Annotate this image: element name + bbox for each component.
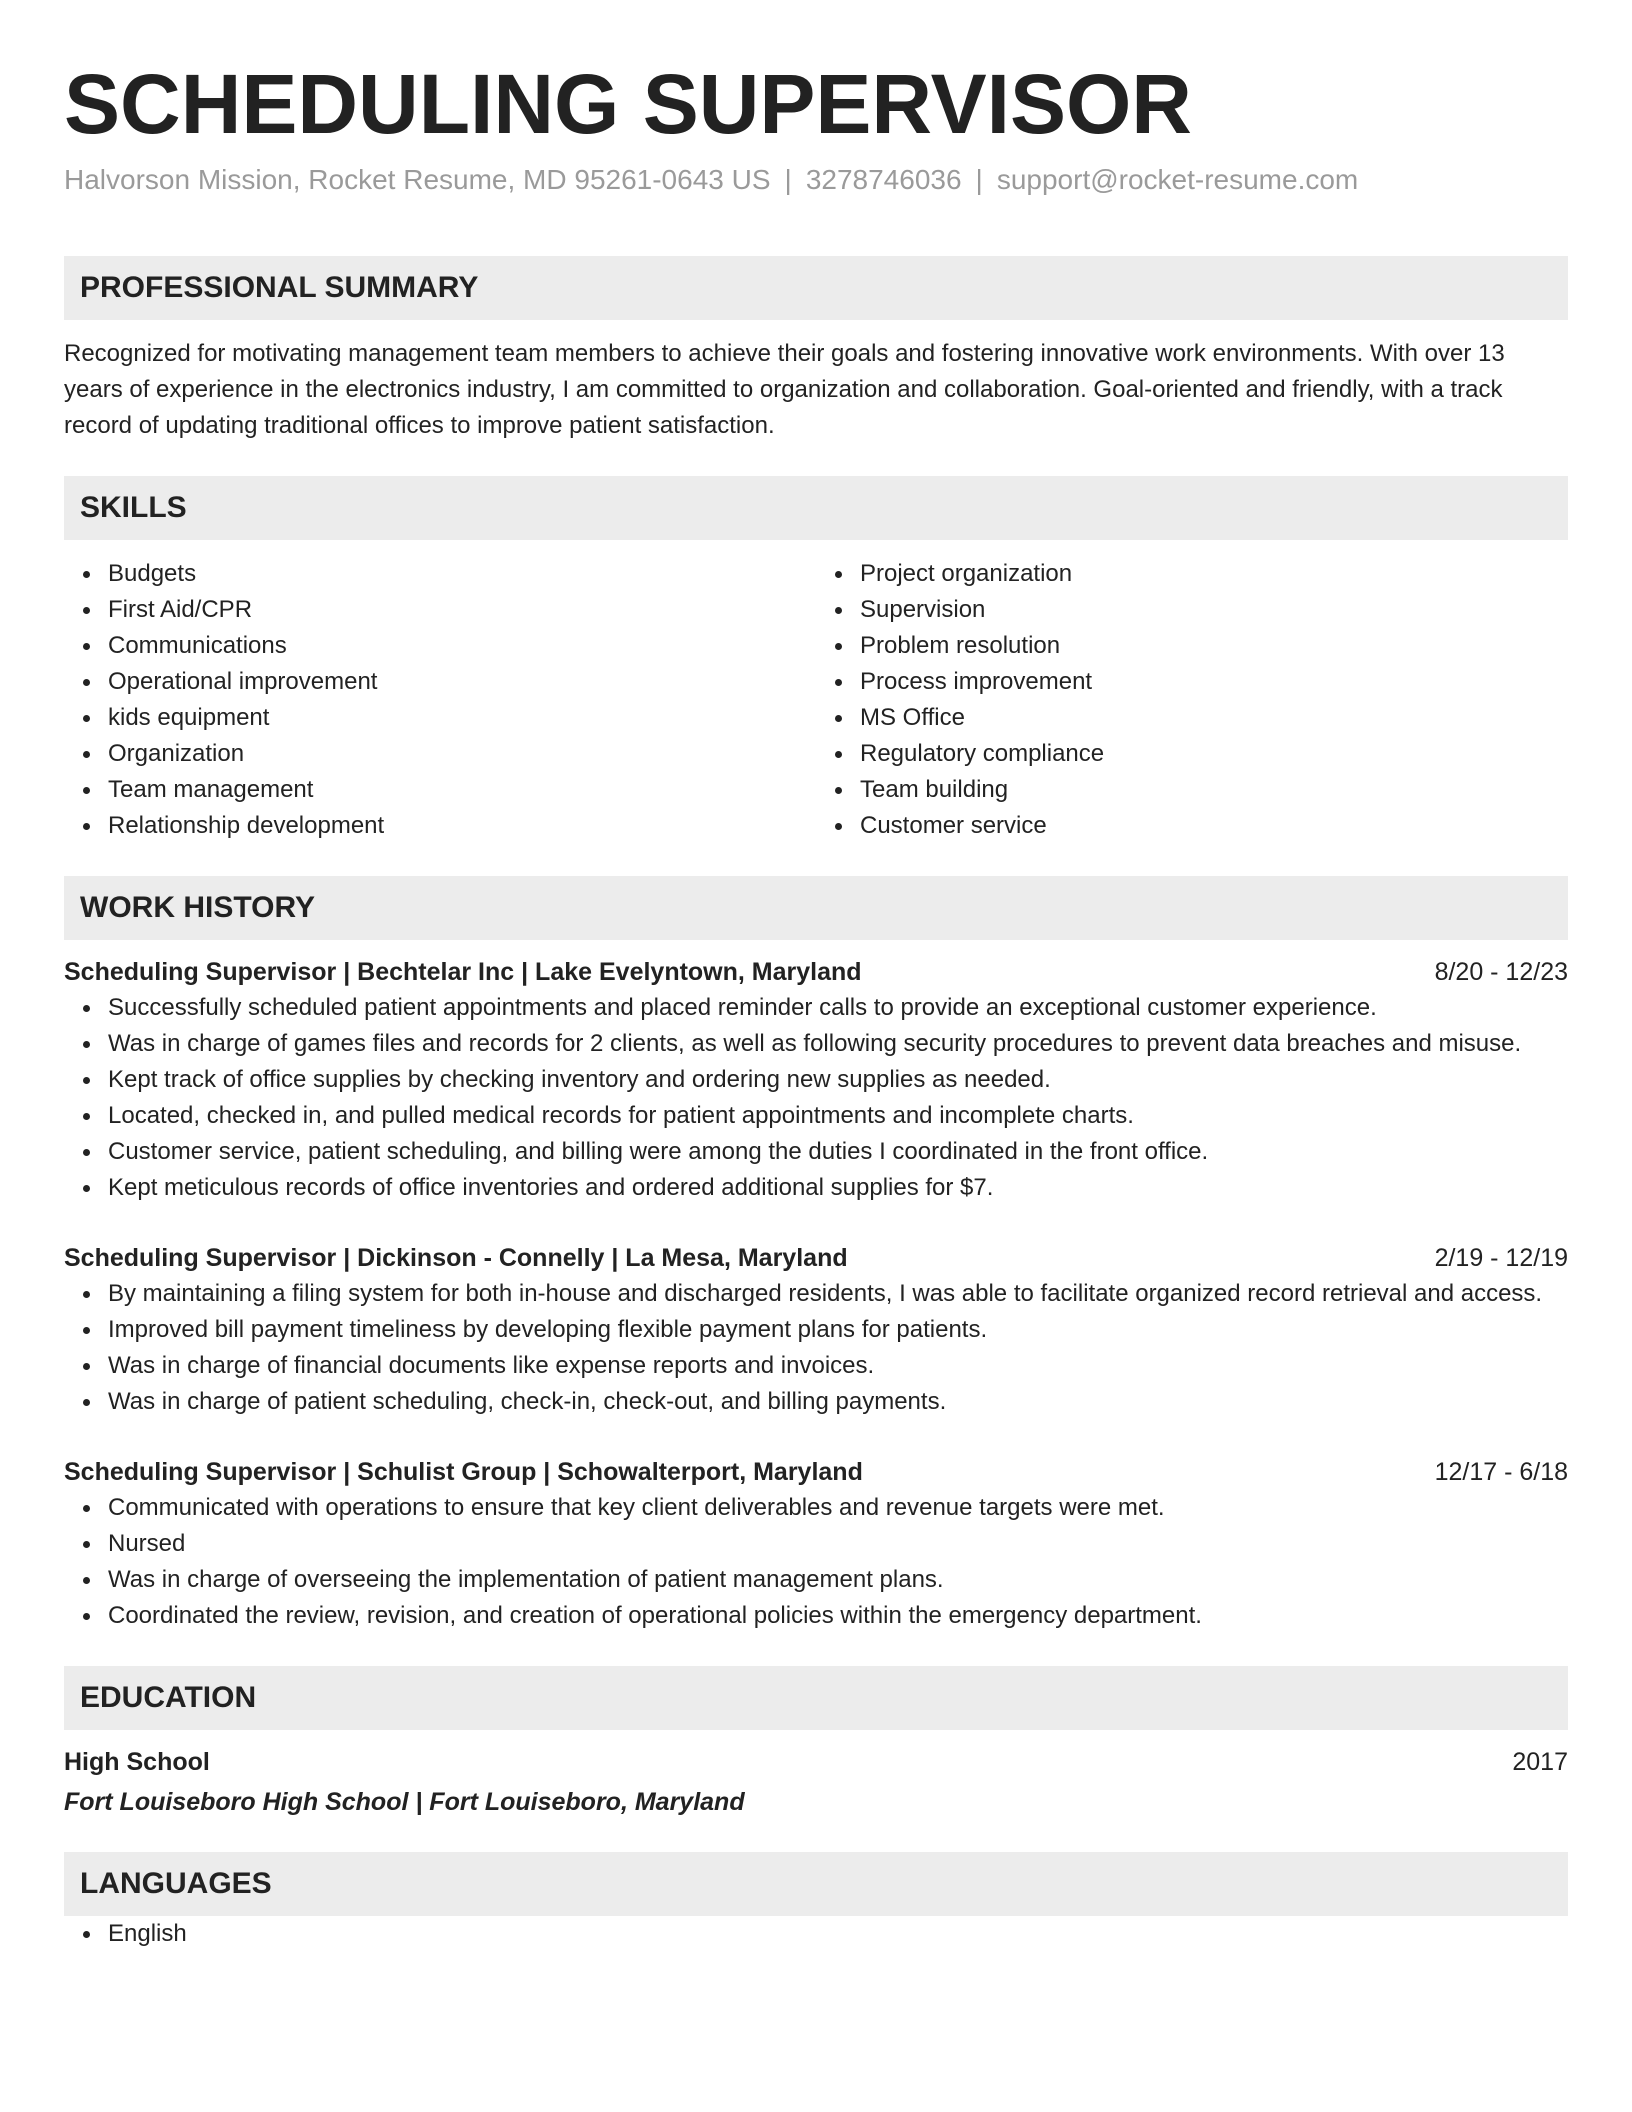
skill-item: First Aid/CPR [108,592,816,628]
skill-item: Process improvement [860,664,1568,700]
job-dates: 8/20 - 12/23 [1434,958,1568,986]
education-heading: EDUCATION [64,1666,1568,1730]
job-bullet: Customer service, patient scheduling, and billing were among the duties I coordinated in the front office. [108,1134,1568,1170]
job-bullet: Was in charge of financial documents like expense reports and invoices. [108,1348,1568,1384]
skill-item: Relationship development [108,808,816,844]
job-title: Scheduling Supervisor | Bechtelar Inc | Lake Evelyntown, Maryland [64,958,862,986]
education-entry [64,1744,1568,1780]
work-history-list [64,954,1568,1634]
job-entry [64,1454,1568,1634]
job-bullet-list [64,990,1568,1206]
job-header [64,1454,1568,1490]
skills-grid [64,556,1568,844]
job-header [64,1240,1568,1276]
summary-text: Recognized for motivating management team members to achieve their goals and fostering innovative work environments. With over 13 years of experience in the electronics industry, I am committed to organization and collaboration. Goal-oriented and friendly, with a track record of updating traditional offices to improve patient satisfaction. [64,340,1505,439]
skill-item: Problem resolution [860,628,1568,664]
education-degree: High School [64,1748,210,1776]
job-bullet: Was in charge of games files and records for 2 clients, as well as following security procedures to prevent data breaches and misuse. [108,1026,1568,1062]
job-bullet: Nursed [108,1526,1568,1562]
contact-email: support@rocket-resume.com [996,164,1359,195]
skill-item: Operational improvement [108,664,816,700]
skill-item: Regulatory compliance [860,736,1568,772]
job-entry [64,1240,1568,1420]
job-bullet-list [64,1276,1568,1420]
skill-item: Customer service [860,808,1568,844]
job-title: Scheduling Supervisor | Schulist Group | Schowalterport, Maryland [64,1458,863,1486]
job-bullet: Was in charge of overseeing the implementation of patient management plans. [108,1562,1568,1598]
language-item: English [108,1916,1568,1952]
contact-line [64,162,1568,198]
summary-heading: PROFESSIONAL SUMMARY [64,256,1568,320]
job-entry [64,954,1568,1206]
skills-column-right [816,556,1568,844]
job-bullet: Was in charge of patient scheduling, check-in, check-out, and billing payments. [108,1384,1568,1420]
skill-item: Organization [108,736,816,772]
education-year: 2017 [1512,1748,1568,1776]
job-dates: 12/17 - 6/18 [1434,1458,1568,1486]
skill-item: Supervision [860,592,1568,628]
contact-address: Halvorson Mission, Rocket Resume, MD 95261-0643 US [64,164,771,195]
job-bullet-list [64,1490,1568,1634]
skill-item: Project organization [860,556,1568,592]
job-bullet: Coordinated the review, revision, and creation of operational policies within the emergency department. [108,1598,1568,1634]
work-heading: WORK HISTORY [64,876,1568,940]
job-bullet: By maintaining a filing system for both in-house and discharged residents, I was able to facilitate organized record retrieval and access. [108,1276,1568,1312]
job-bullet: Successfully scheduled patient appointments and placed reminder calls to provide an exceptional customer experience. [108,990,1568,1026]
skill-item: Budgets [108,556,816,592]
skill-item: Communications [108,628,816,664]
job-title: Scheduling Supervisor | Dickinson - Connelly | La Mesa, Maryland [64,1244,848,1272]
job-dates: 2/19 - 12/19 [1434,1244,1568,1272]
languages-heading: LANGUAGES [64,1852,1568,1916]
job-bullet: Improved bill payment timeliness by developing flexible payment plans for patients. [108,1312,1568,1348]
languages-list [64,1916,1568,1952]
contact-separator: | [784,164,792,195]
skill-item: MS Office [860,700,1568,736]
job-header [64,954,1568,990]
skill-item: Team management [108,772,816,808]
contact-phone: 3278746036 [805,164,962,195]
skills-column-left [64,556,816,844]
job-bullet: Kept track of office supplies by checking inventory and ordering new supplies as needed. [108,1062,1568,1098]
skill-item: kids equipment [108,700,816,736]
skills-heading: SKILLS [64,476,1568,540]
education-school: Fort Louiseboro High School | Fort Louiseboro, Maryland [64,1788,745,1816]
skill-item: Team building [860,772,1568,808]
skills-list-left [64,556,816,844]
skills-list-right [816,556,1568,844]
resume-name: SCHEDULING SUPERVISOR [64,57,1192,151]
job-bullet: Located, checked in, and pulled medical records for patient appointments and incomplete charts. [108,1098,1568,1134]
contact-separator: | [975,164,983,195]
job-bullet: Kept meticulous records of office inventories and ordered additional supplies for $7. [108,1170,1568,1206]
job-bullet: Communicated with operations to ensure that key client deliverables and revenue targets were met. [108,1490,1568,1526]
